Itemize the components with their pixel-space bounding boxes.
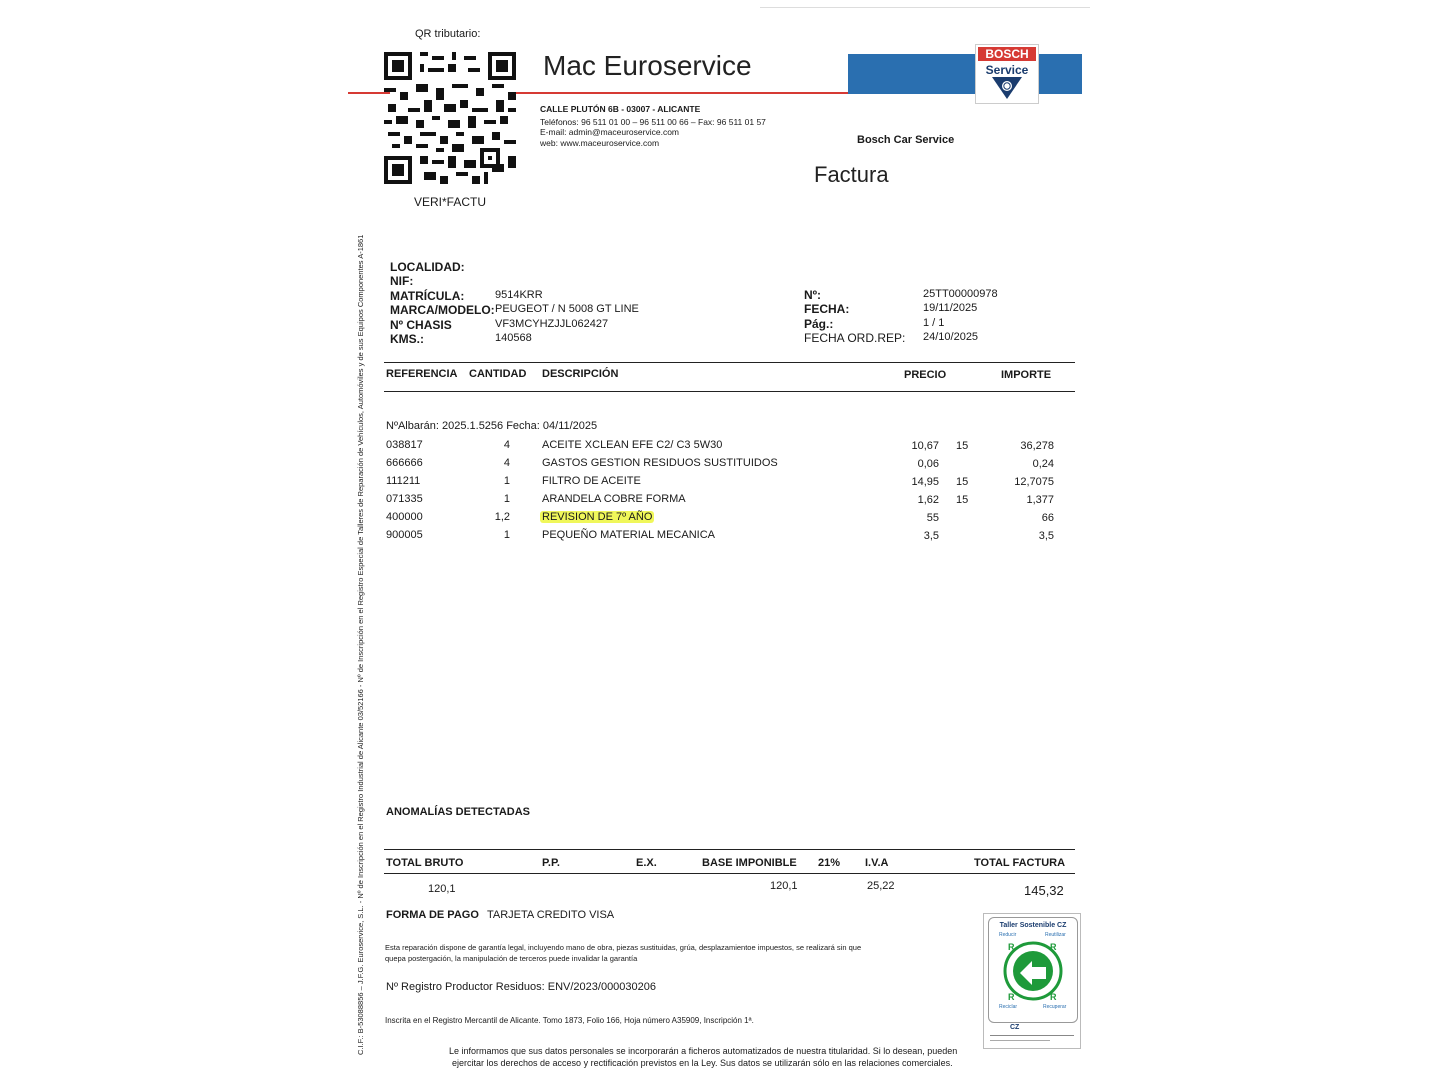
invoice-date-label: FECHA: — [804, 302, 850, 316]
marca-label: MARCA/MODELO: — [390, 303, 495, 317]
payment-value: TARJETA CREDITO VISA — [487, 909, 615, 921]
privacy-line-1: Le informamos que sus datos personales se incorporarán a ficheros automatizados de nuestra titularidad. Si lo desean, pueden — [449, 1046, 958, 1056]
row-amount: 0,24 — [1032, 458, 1054, 470]
company-phones: Teléfonos: 96 511 01 00 – 96 511 00 66 – Fax: 96 511 01 57 — [540, 117, 766, 127]
row-qty: 1,2 — [494, 511, 510, 523]
svg-text:R: R — [1050, 942, 1057, 952]
logo-badge — [975, 44, 1039, 104]
document-title: Factura — [814, 162, 889, 187]
row-price: 55 — [926, 512, 939, 524]
row-discount: 15 — [956, 440, 969, 452]
row-qty: 1 — [503, 529, 510, 541]
row-ref: 400000 — [386, 511, 423, 523]
row-price: 3,5 — [923, 530, 939, 542]
ex-label: E.X. — [636, 857, 657, 869]
base-label: BASE IMPONIBLE — [702, 857, 797, 869]
svg-text:R: R — [1008, 942, 1015, 952]
row-ref: 111211 — [386, 475, 421, 487]
row-desc: ARANDELA COBRE FORMA — [542, 493, 686, 505]
red-accent-left — [348, 92, 390, 94]
badge-cz-mark: CZ — [1010, 1024, 1020, 1031]
vertical-registry-note: C.I.F.: B-53088856 – J.F.G. Euroservice, S.L. - Nº de Inscripción en el Registro Industrial de Alicante 03/52166 - Nº de Inscripción en el Registro Especial de Talleres de Reparación de Vehículos, Automóviles y de sus Equipos Componentes A-1861 — [356, 234, 365, 1055]
row-discount: 15 — [956, 476, 969, 488]
badge-reutilizar: Reutilizar — [1045, 932, 1066, 938]
chasis-label: Nº CHASIS — [390, 318, 452, 332]
table-top-rule — [384, 362, 1075, 363]
anomalias-heading: ANOMALÍAS DETECTADAS — [386, 806, 531, 818]
col-cantidad: CANTIDAD — [469, 368, 527, 380]
badge-fine-print-line — [990, 1035, 1074, 1036]
bosch-armature-icon — [992, 77, 1022, 99]
total-bruto-value: 120,1 — [428, 883, 456, 895]
iva-label: I.V.A — [865, 857, 889, 869]
logo-blue-left — [848, 54, 976, 94]
company-email: E-mail: admin@maceuroservice.com — [540, 127, 680, 137]
sustainable-workshop-badge — [983, 913, 1081, 1049]
row-desc: GASTOS GESTION RESIDUOS SUSTITUIDOS — [542, 457, 778, 469]
invoice-num-label: Nº: — [804, 288, 822, 302]
iva-pct-label: 21% — [818, 857, 841, 869]
badge-frame — [988, 917, 1078, 1023]
row-discount: 15 — [956, 494, 969, 506]
chasis-value: VF3MCYHZJJL062427 — [495, 318, 609, 330]
row-desc-highlighted — [540, 511, 654, 523]
bosch-car-service: Bosch Car Service — [857, 134, 955, 146]
row-desc: FILTRO DE ACEITE — [542, 475, 641, 487]
mercantile-registry: Inscrita en el Registro Mercantil de Alicante. Tomo 1873, Folio 166, Hoja número A35909, Inscripción 1ª. — [385, 1016, 754, 1025]
svg-text:R: R — [1008, 992, 1015, 1002]
payment-label: FORMA DE PAGO — [386, 909, 479, 921]
highlight-marker: REVISION DE 7º AÑO — [542, 511, 653, 523]
row-qty: 4 — [503, 439, 510, 451]
bosch-service-logo — [848, 46, 1082, 102]
qr-label: QR tributario: — [415, 28, 481, 40]
base-value: 120,1 — [770, 880, 798, 892]
waste-registry: Nº Registro Productor Residuos: ENV/2023/000030206 — [386, 981, 657, 993]
row-amount: 66 — [1041, 512, 1054, 524]
nif-label: NIF: — [390, 274, 414, 288]
invoice-page: 1 / 1 — [923, 317, 945, 329]
service-word: Service — [985, 63, 1029, 77]
row-ref: 038817 — [386, 439, 423, 451]
row-ref: 900005 — [386, 529, 423, 541]
total-bruto-label: TOTAL BRUTO — [386, 857, 464, 869]
badge-title: Taller Sostenible CZ — [999, 922, 1067, 929]
iva-value: 25,22 — [867, 880, 895, 892]
warranty-line-1: Esta reparación dispone de garantía legal, incluyendo mano de obra, piezas sustituidas, grúa, desplazamientoe impuestos, se realizará sin que — [385, 943, 862, 952]
row-price: 14,95 — [911, 476, 939, 488]
row-qty: 4 — [503, 457, 510, 469]
row-ref: 071335 — [386, 493, 423, 505]
bosch-word: BOSCH — [978, 47, 1036, 61]
logo-blue-right — [1038, 54, 1082, 94]
row-price: 1,62 — [917, 494, 939, 506]
col-precio: PRECIO — [904, 369, 947, 381]
matricula-value: 9514KRR — [495, 289, 543, 301]
row-amount: 3,5 — [1038, 530, 1054, 542]
warranty-line-2: quepa postergación, la manipulación de terceros puede invalidar la garantía — [385, 954, 638, 963]
total-factura-value: 145,32 — [1024, 883, 1064, 898]
badge-recuperar: Recuperar — [1043, 1004, 1067, 1010]
svg-text:R: R — [1050, 992, 1057, 1002]
verifactu-label: VERI*FACTU — [414, 195, 487, 209]
row-price: 0,06 — [917, 458, 939, 470]
row-amount: 1,377 — [1026, 494, 1054, 506]
pp-label: P.P. — [542, 857, 560, 869]
badge-reducir: Reducir — [999, 932, 1017, 938]
row-qty: 1 — [503, 493, 510, 505]
invoice-num: 25TT00000978 — [923, 288, 998, 300]
row-amount: 36,278 — [1020, 440, 1054, 452]
qr-code-icon — [384, 52, 516, 184]
row-price: 10,67 — [911, 440, 939, 452]
row-amount: 12,7075 — [1014, 476, 1054, 488]
matricula-label: MATRÍCULA: — [390, 289, 465, 303]
badge-reciclar: Reciclar — [999, 1004, 1018, 1010]
ordrep-label: FECHA ORD.REP: — [804, 331, 906, 345]
row-desc: ACEITE XCLEAN EFE C2/ C3 5W30 — [542, 439, 723, 451]
privacy-line-2: ejercitar los derechos de acceso y rectificación previstos en la Ley. Sus datos se utilizarán sólo en las relaciones comerciales. — [452, 1058, 953, 1068]
invoice-page-label: Pág.: — [804, 317, 834, 331]
totals-top-rule — [384, 849, 1075, 850]
col-importe: IMPORTE — [1001, 369, 1052, 381]
localidad-label: LOCALIDAD: — [390, 260, 465, 274]
company-name: Mac Euroservice — [543, 50, 752, 81]
col-descripcion: DESCRIPCIÓN — [542, 368, 619, 380]
kms-value: 140568 — [495, 332, 532, 344]
recycle-arrow-icon — [1002, 940, 1064, 1002]
row-qty: 1 — [503, 475, 510, 487]
col-referencia: REFERENCIA — [386, 368, 458, 380]
ordrep-date: 24/10/2025 — [923, 331, 979, 343]
row-desc: PEQUEÑO MATERIAL MECANICA — [542, 529, 715, 541]
totals-header-rule — [384, 873, 1075, 874]
company-address: CALLE PLUTÓN 6B - 03007 - ALICANTE — [540, 104, 701, 114]
total-factura-label: TOTAL FACTURA — [974, 857, 1066, 869]
marca-value: PEUGEOT / N 5008 GT LINE — [495, 303, 639, 315]
invoice-date: 19/11/2025 — [923, 302, 978, 314]
company-web: web: www.maceuroservice.com — [540, 138, 660, 148]
table-header-rule — [384, 391, 1075, 392]
kms-label: KMS.: — [390, 332, 424, 346]
albaran-line: NºAlbarán: 2025.1.5256 Fecha: 04/11/2025 — [386, 420, 598, 432]
top-scan-line — [760, 7, 1090, 8]
row-ref: 666666 — [386, 457, 423, 469]
badge-fine-print-line-2 — [990, 1040, 1050, 1041]
